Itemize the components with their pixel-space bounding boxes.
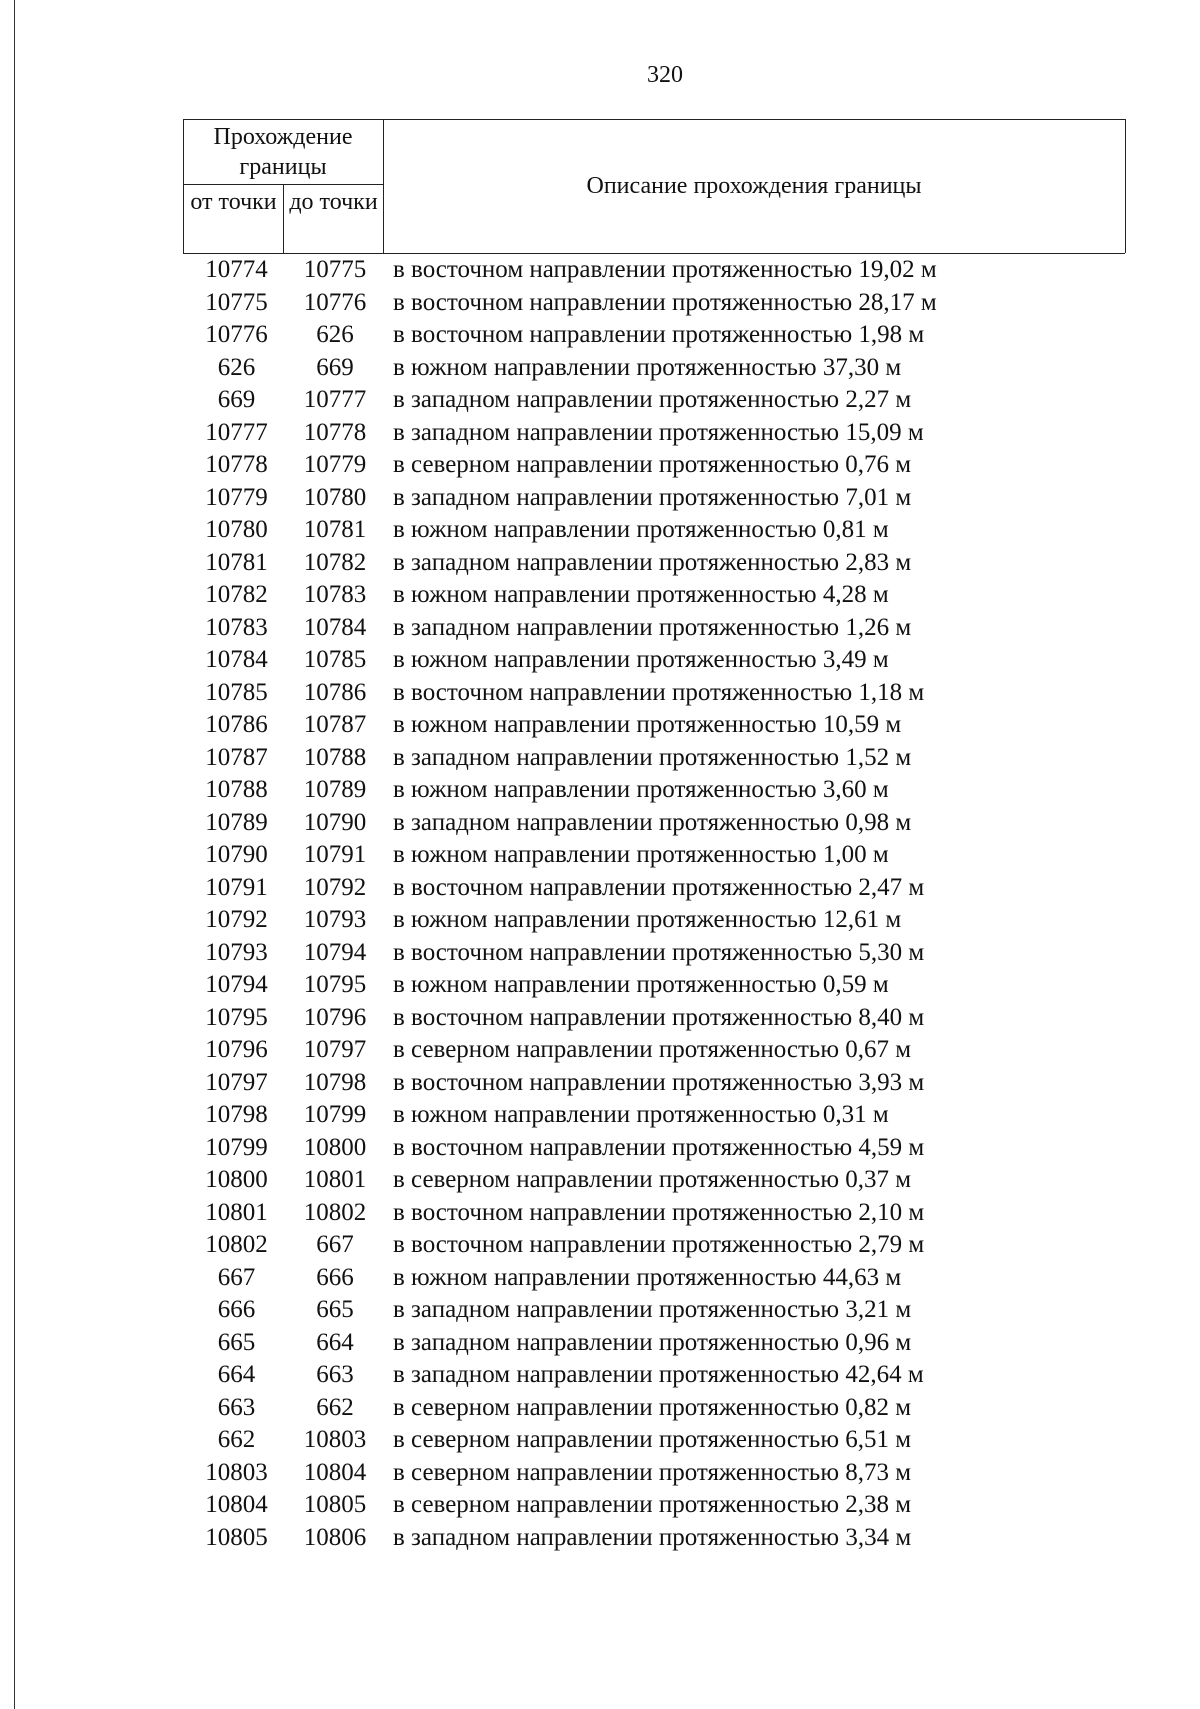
from-point: 10787 [205,743,268,771]
to-point: 10789 [303,776,367,803]
to-point: 10800 [303,1133,367,1161]
to-point: 10793 [303,906,367,933]
to-point: 10797 [303,1036,367,1063]
from-point: 666 [217,1296,256,1323]
to-point: 10792 [303,873,367,901]
to-point: 10783 [303,581,367,608]
header-from: от точки [190,189,277,215]
description: в южном направлении протяженностью 3,60 м [393,776,889,803]
to-point: 10799 [303,1101,367,1128]
description: в западном направлении протяженностью 3,34 м [393,1523,912,1551]
from-point: 10798 [205,1101,268,1128]
description: в северном направлении протяженностью 0,76 м [393,451,912,478]
to-point: 10796 [303,1003,367,1031]
from-point: 10803 [205,1458,268,1486]
to-point: 667 [316,1231,354,1258]
from-point: 10795 [205,1003,268,1031]
from-point: 626 [217,353,256,381]
to-point: 10802 [303,1198,367,1226]
scan-edge-line [14,0,15,1709]
to-point: 10795 [303,971,367,998]
description: в южном направлении протяженностью 1,00 м [393,841,889,868]
description: в южном направлении протяженностью 4,28 м [393,581,889,608]
description: в восточном направлении протяженностью 1,18 м [393,678,925,706]
header-left-border [183,119,184,253]
from-point: 10777 [205,418,268,446]
from-point: 10793 [205,938,268,966]
description: в западном направлении протяженностью 1,52 м [393,743,912,771]
description: в северном направлении протяженностью 8,73 м [393,1458,912,1486]
from-point: 10805 [205,1523,268,1551]
to-point: 626 [316,321,354,348]
to-point: 10791 [303,841,367,868]
to-point: 666 [316,1263,354,1291]
description: в западном направлении протяженностью 2,83 м [393,548,912,576]
from-point: 10779 [205,483,268,511]
from-point: 10775 [205,288,268,316]
description: в северном направлении протяженностью 2,38 м [393,1491,912,1518]
from-point: 10780 [205,516,268,543]
description: в южном направлении протяженностью 0,81 м [393,516,889,543]
description: в южном направлении протяженностью 10,59 м [393,711,902,738]
from-point: 10789 [205,808,268,836]
to-point: 10780 [303,483,367,511]
from-point: 10776 [205,321,268,348]
to-point: 10788 [303,743,367,771]
from-point: 10774 [205,256,268,283]
to-point: 10779 [303,451,367,478]
description: в восточном направлении протяженностью 19,02 м [393,256,937,283]
from-point: 663 [217,1393,256,1421]
to-point: 10787 [303,711,367,738]
description: в западном направлении протяженностью 0,96 м [393,1328,912,1356]
from-point: 10792 [205,906,268,933]
description: в западном направлении протяженностью 15,09 м [393,418,924,446]
from-point: 10778 [205,451,268,478]
page-number: 320 [647,62,683,88]
from-point: 10796 [205,1036,268,1063]
description: в западном направлении протяженностью 42,64 м [393,1361,924,1388]
description: в северном направлении протяженностью 0,37 м [393,1166,912,1193]
from-point: 10783 [205,613,268,641]
from-point: 10800 [205,1166,268,1193]
description: в южном направлении протяженностью 12,61 м [393,906,902,933]
description: в северном направлении протяженностью 0,82 м [393,1393,912,1421]
from-point: 10784 [205,646,268,673]
from-point: 10790 [205,841,268,868]
to-point: 669 [316,353,354,381]
description: в восточном направлении протяженностью 5,30 м [393,938,925,966]
to-point: 10804 [303,1458,367,1486]
to-point: 10803 [303,1426,367,1453]
to-point: 10801 [303,1166,367,1193]
from-point: 10804 [205,1491,268,1518]
description: в западном направлении протяженностью 3,21 м [393,1296,912,1323]
description: в южном направлении протяженностью 44,63 м [393,1263,902,1291]
description: в северном направлении протяженностью 6,51 м [393,1426,912,1453]
from-point: 10802 [205,1231,268,1258]
to-point: 10806 [303,1523,367,1551]
to-point: 10786 [303,678,367,706]
description: в западном направлении протяженностью 2,27 м [393,386,912,413]
from-point: 667 [217,1263,256,1291]
description: в восточном направлении протяженностью 1,98 м [393,321,925,348]
from-point: 10788 [205,776,268,803]
from-point: 10785 [205,678,268,706]
header-description: Описание прохождения границы [586,173,922,199]
from-point: 10791 [205,873,268,901]
from-point: 10799 [205,1133,268,1161]
description: в восточном направлении протяженностью 3,93 м [393,1068,925,1096]
to-point: 10782 [303,548,367,576]
to-point: 663 [316,1361,354,1388]
description: в западном направлении протяженностью 7,01 м [393,483,912,511]
from-point: 10782 [205,581,268,608]
header-passage: Прохождение границы [213,124,353,180]
to-point: 10781 [303,516,367,543]
to-point: 10777 [303,386,367,413]
header-to: до точки [289,189,378,215]
from-point: 669 [217,386,256,413]
description: в западном направлении протяженностью 1,26 м [393,613,912,641]
to-point: 10805 [303,1491,367,1518]
from-point: 10801 [205,1198,268,1226]
from-point: 662 [217,1426,256,1453]
to-point: 665 [316,1296,354,1323]
description: в восточном направлении протяженностью 2,10 м [393,1198,925,1226]
header-top-border [183,119,1125,120]
description: в восточном направлении протяженностью 28,17 м [393,288,937,316]
description: в восточном направлении протяженностью 2,79 м [393,1231,925,1258]
description: в северном направлении протяженностью 0,67 м [393,1036,912,1063]
description: в восточном направлении протяженностью 4,59 м [393,1133,925,1161]
from-point: 10794 [205,971,268,998]
to-point: 10794 [303,938,367,966]
to-point: 10776 [303,288,367,316]
description: в южном направлении протяженностью 0,59 м [393,971,889,998]
header-from-to-divider [283,184,284,253]
to-point: 664 [316,1328,354,1356]
description: в восточном направлении протяженностью 8,40 м [393,1003,925,1031]
to-point: 10790 [303,808,367,836]
from-point: 665 [217,1328,256,1356]
to-point: 10785 [303,646,367,673]
from-point: 10786 [205,711,268,738]
from-point: 664 [217,1361,256,1388]
to-point: 10798 [303,1068,367,1096]
to-point: 10775 [303,256,367,283]
description: в южном направлении протяженностью 37,30 м [393,353,902,381]
from-point: 10797 [205,1068,268,1096]
description: в южном направлении протяженностью 3,49 м [393,646,889,673]
from-point: 10781 [205,548,268,576]
description: в восточном направлении протяженностью 2,47 м [393,873,925,901]
header-right-border [1125,119,1126,253]
to-point: 10784 [303,613,367,641]
header-mid-border [383,119,384,253]
description: в западном направлении протяженностью 0,98 м [393,808,912,836]
to-point: 662 [316,1393,354,1421]
description: в южном направлении протяженностью 0,31 м [393,1101,889,1128]
to-point: 10778 [303,418,367,446]
